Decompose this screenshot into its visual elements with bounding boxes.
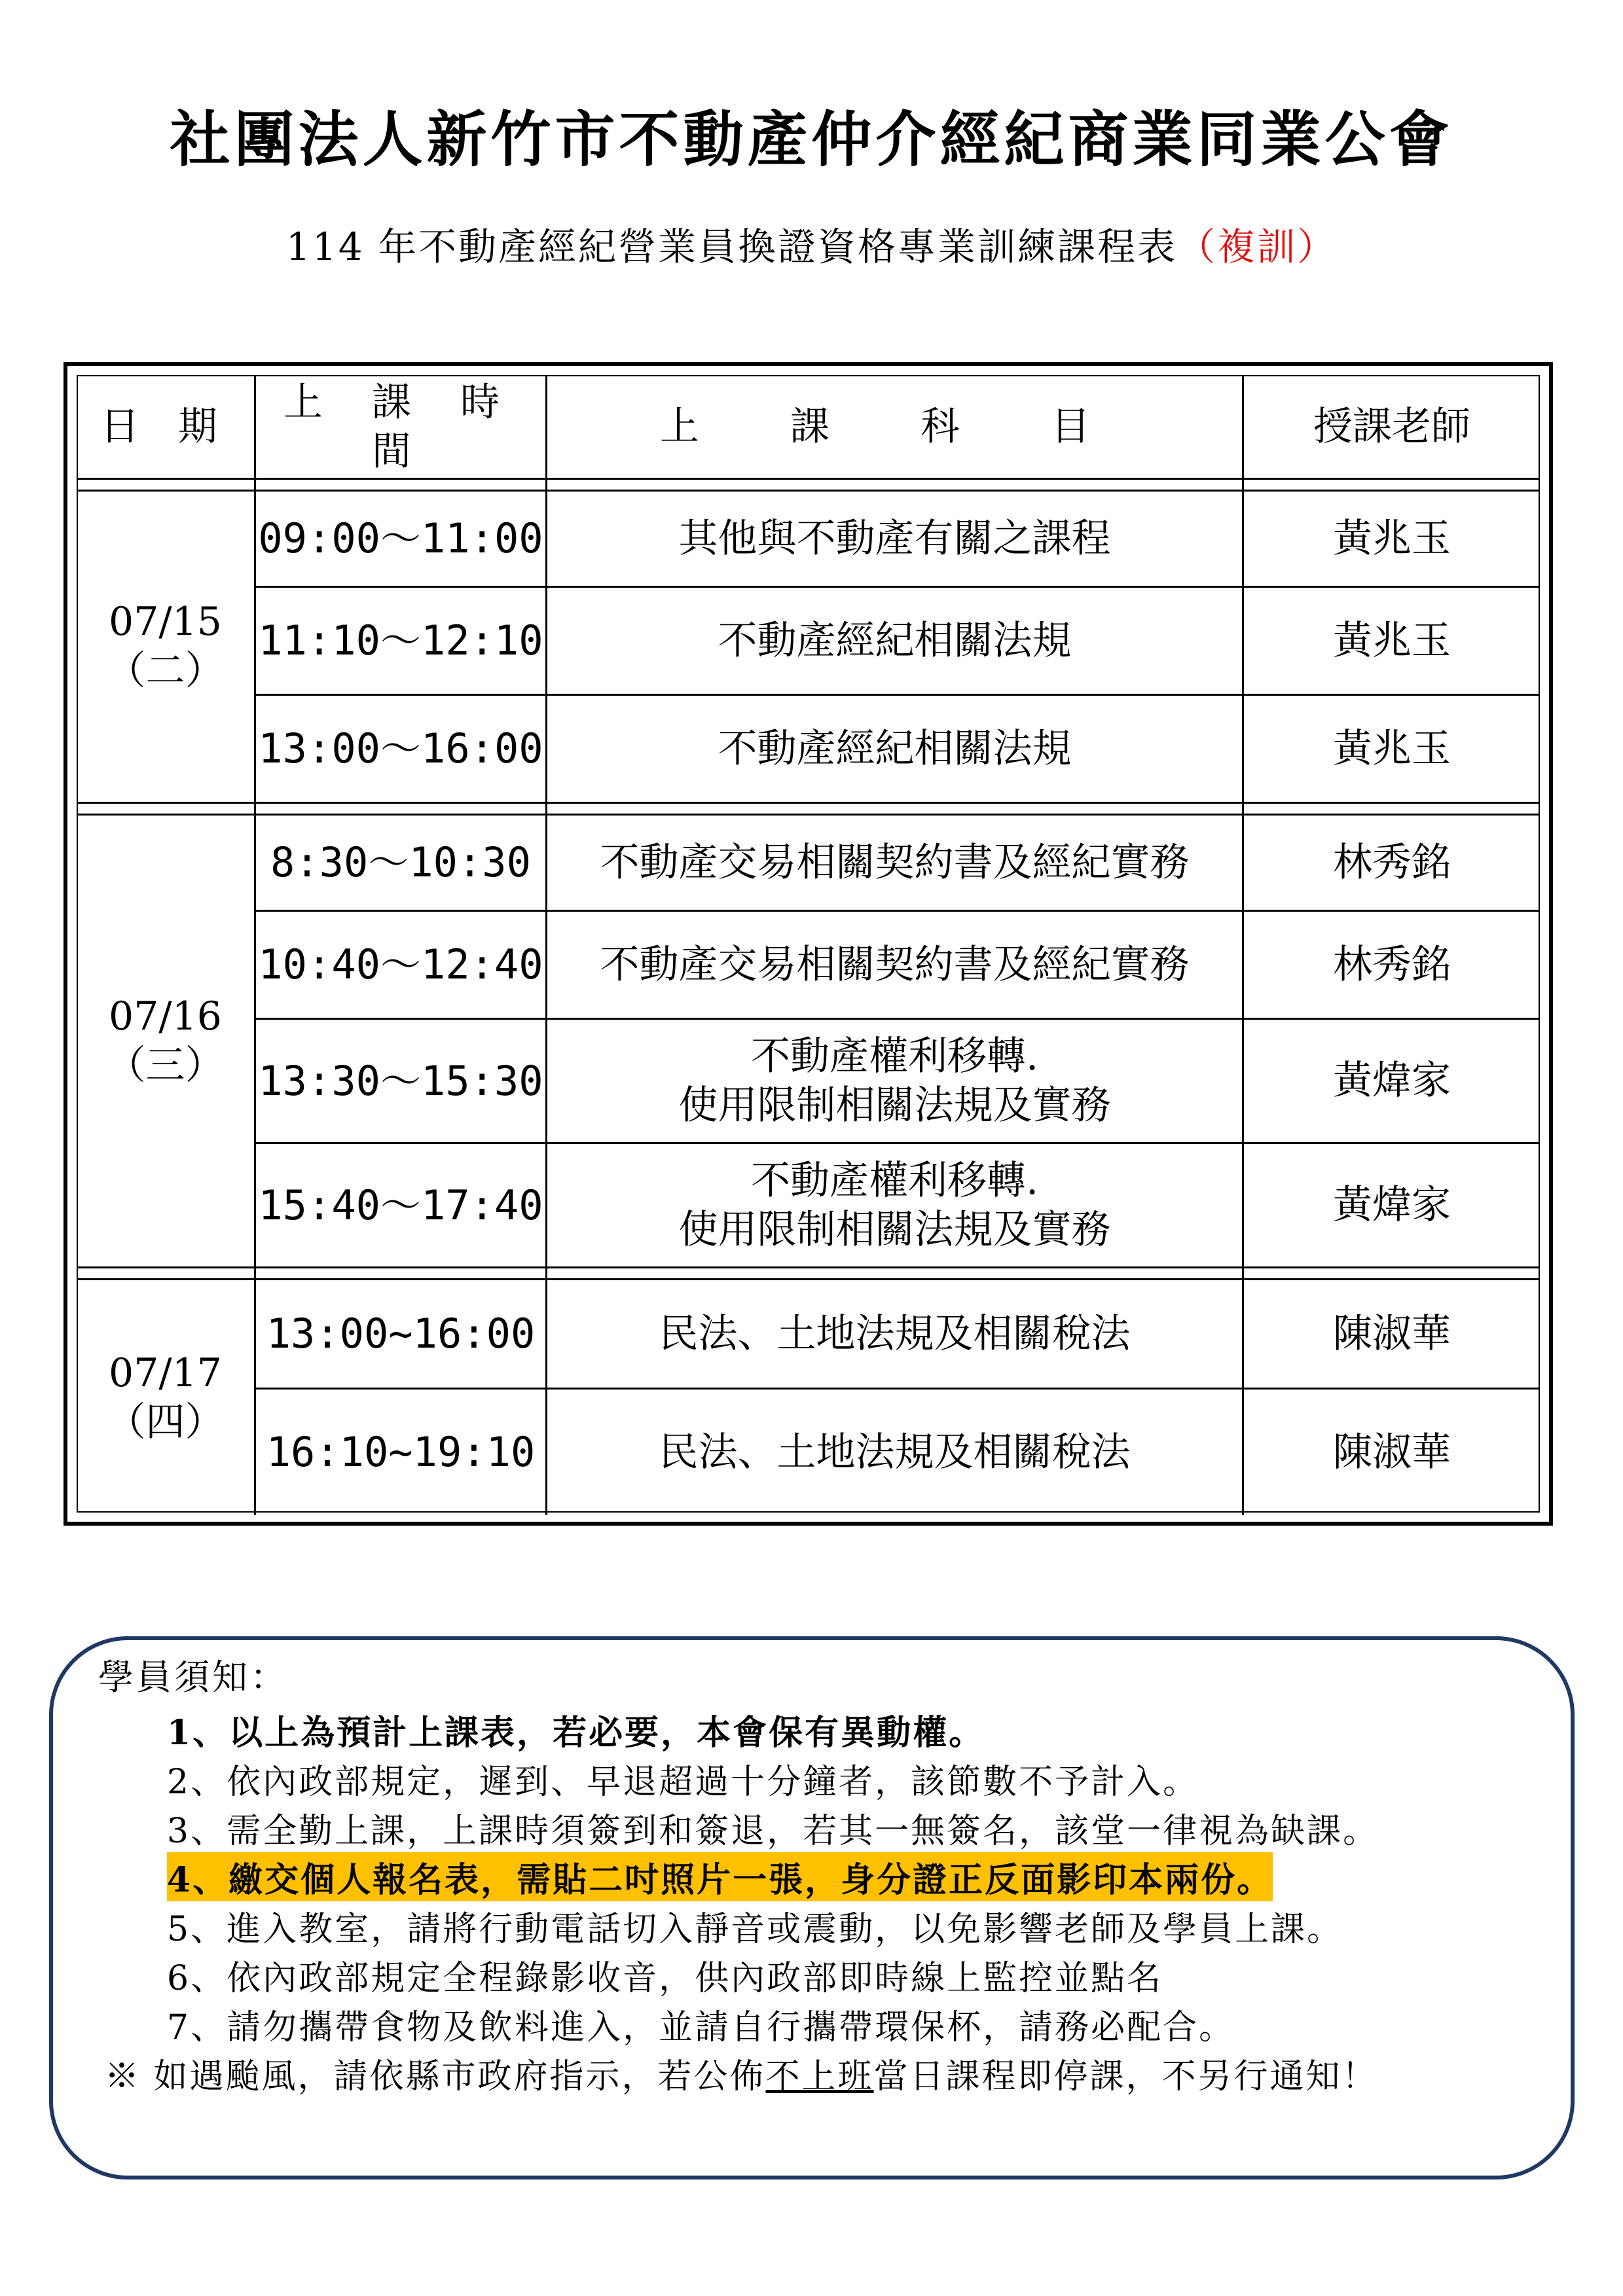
subtitle-tag: （複訓） [1177, 224, 1338, 269]
day-date [77, 1280, 254, 1515]
subject-line-1: 不動產權利移轉. [750, 1157, 1039, 1204]
header-date: 日 期 [100, 404, 231, 450]
notice-item: 6、依內政部規定全程錄影收音，供內政部即時線上監控並點名 [167, 1959, 1163, 1998]
subject-cell: 不動產經紀相關法規 [718, 617, 1072, 664]
subject-line-2: 使用限制相關法規及實務 [678, 1206, 1111, 1253]
time-cell: 16:10~19:10 [266, 1428, 536, 1477]
time-cell: 8:30～10:30 [270, 838, 531, 887]
header-subject: 上 課 科 目 [659, 404, 1130, 450]
subject-cell: 民法、土地法規及相關稅法 [659, 1429, 1131, 1475]
notice-item-highlighted: 4、繳交個人報名表，需貼二吋照片一張，身分證正反面影印本兩份。 [167, 1852, 1273, 1901]
time-cell: 15:40～17:40 [258, 1181, 543, 1229]
notice-title: 學員須知： [98, 1657, 288, 1698]
page-title: 社團法人新竹市不動產仲介經紀商業同業公會 [170, 104, 1453, 175]
date-text: 07/16 [109, 993, 222, 1039]
weekday-text: （二） [106, 648, 225, 694]
notice-item: 1、以上為預計上課表，若必要，本會保有異動權。 [167, 1713, 985, 1753]
teacher-cell: 黃兆玉 [1333, 725, 1451, 772]
teacher-cell: 黃煒家 [1333, 1058, 1451, 1103]
typhoon-notice [105, 2049, 1378, 2098]
time-cell: 13:00～16:00 [258, 725, 543, 773]
typhoon-underlined: 不上班 [765, 2057, 874, 2096]
teacher-cell: 陳淑華 [1333, 1310, 1451, 1357]
teacher-cell: 林秀銘 [1333, 839, 1451, 886]
time-cell: 10:40～12:40 [258, 941, 543, 989]
typhoon-prefix: ※ 如遇颱風，請依縣市政府指示，若公佈 [105, 2057, 766, 2096]
time-cell: 11:10～12:10 [258, 617, 543, 665]
header-time: 上 課 時 間 [283, 379, 519, 475]
time-cell: 13:30～15:30 [258, 1056, 543, 1105]
date-text: 07/17 [109, 1350, 222, 1396]
typhoon-suffix: 當日課程即停課，不另行通知！ [873, 2057, 1378, 2096]
day-date [77, 492, 254, 802]
notice-item: 3、需全勤上課，上課時須簽到和簽退，若其一無簽名，該堂一律視為缺課。 [167, 1812, 1379, 1851]
subject-line-1: 不動產權利移轉. [750, 1033, 1039, 1079]
weekday-text: （四） [106, 1399, 225, 1445]
teacher-cell: 黃兆玉 [1333, 515, 1451, 562]
notice-item: 7、請勿攜帶食物及飲料進入，並請自行攜帶環保杯，請務必配合。 [167, 2008, 1235, 2047]
header-teacher: 授課老師 [1313, 404, 1470, 450]
subject-cell [547, 1144, 1242, 1266]
time-cell: 13:00~16:00 [266, 1310, 536, 1358]
subject-cell: 不動產交易相關契約書及經紀實務 [600, 839, 1190, 886]
subject-line-2: 使用限制相關法規及實務 [678, 1082, 1111, 1128]
subtitle-text: 114 年不動產經紀營業員換證資格專業訓練課程表 [285, 224, 1178, 269]
subject-cell: 不動產交易相關契約書及經紀實務 [600, 941, 1190, 988]
page-subtitle [0, 216, 1623, 271]
teacher-cell: 黃煒家 [1333, 1182, 1451, 1228]
notice-item: 2、依內政部規定，遲到、早退超過十分鐘者，該節數不予計入。 [167, 1763, 1199, 1802]
time-cell: 09:00～11:00 [258, 514, 543, 563]
subject-cell [547, 1020, 1242, 1142]
teacher-cell: 黃兆玉 [1333, 617, 1451, 664]
day-date [77, 816, 254, 1266]
notice-item: 5、進入教室，請將行動電話切入靜音或震動，以免影響老師及學員上課。 [167, 1910, 1343, 1949]
subject-cell: 其他與不動產有關之課程 [678, 515, 1111, 562]
date-text: 07/15 [109, 599, 222, 645]
weekday-text: （三） [106, 1042, 225, 1088]
subject-cell: 民法、土地法規及相關稅法 [659, 1310, 1131, 1357]
subject-cell: 不動產經紀相關法規 [718, 725, 1072, 772]
teacher-cell: 林秀銘 [1333, 941, 1451, 988]
teacher-cell: 陳淑華 [1333, 1429, 1451, 1475]
